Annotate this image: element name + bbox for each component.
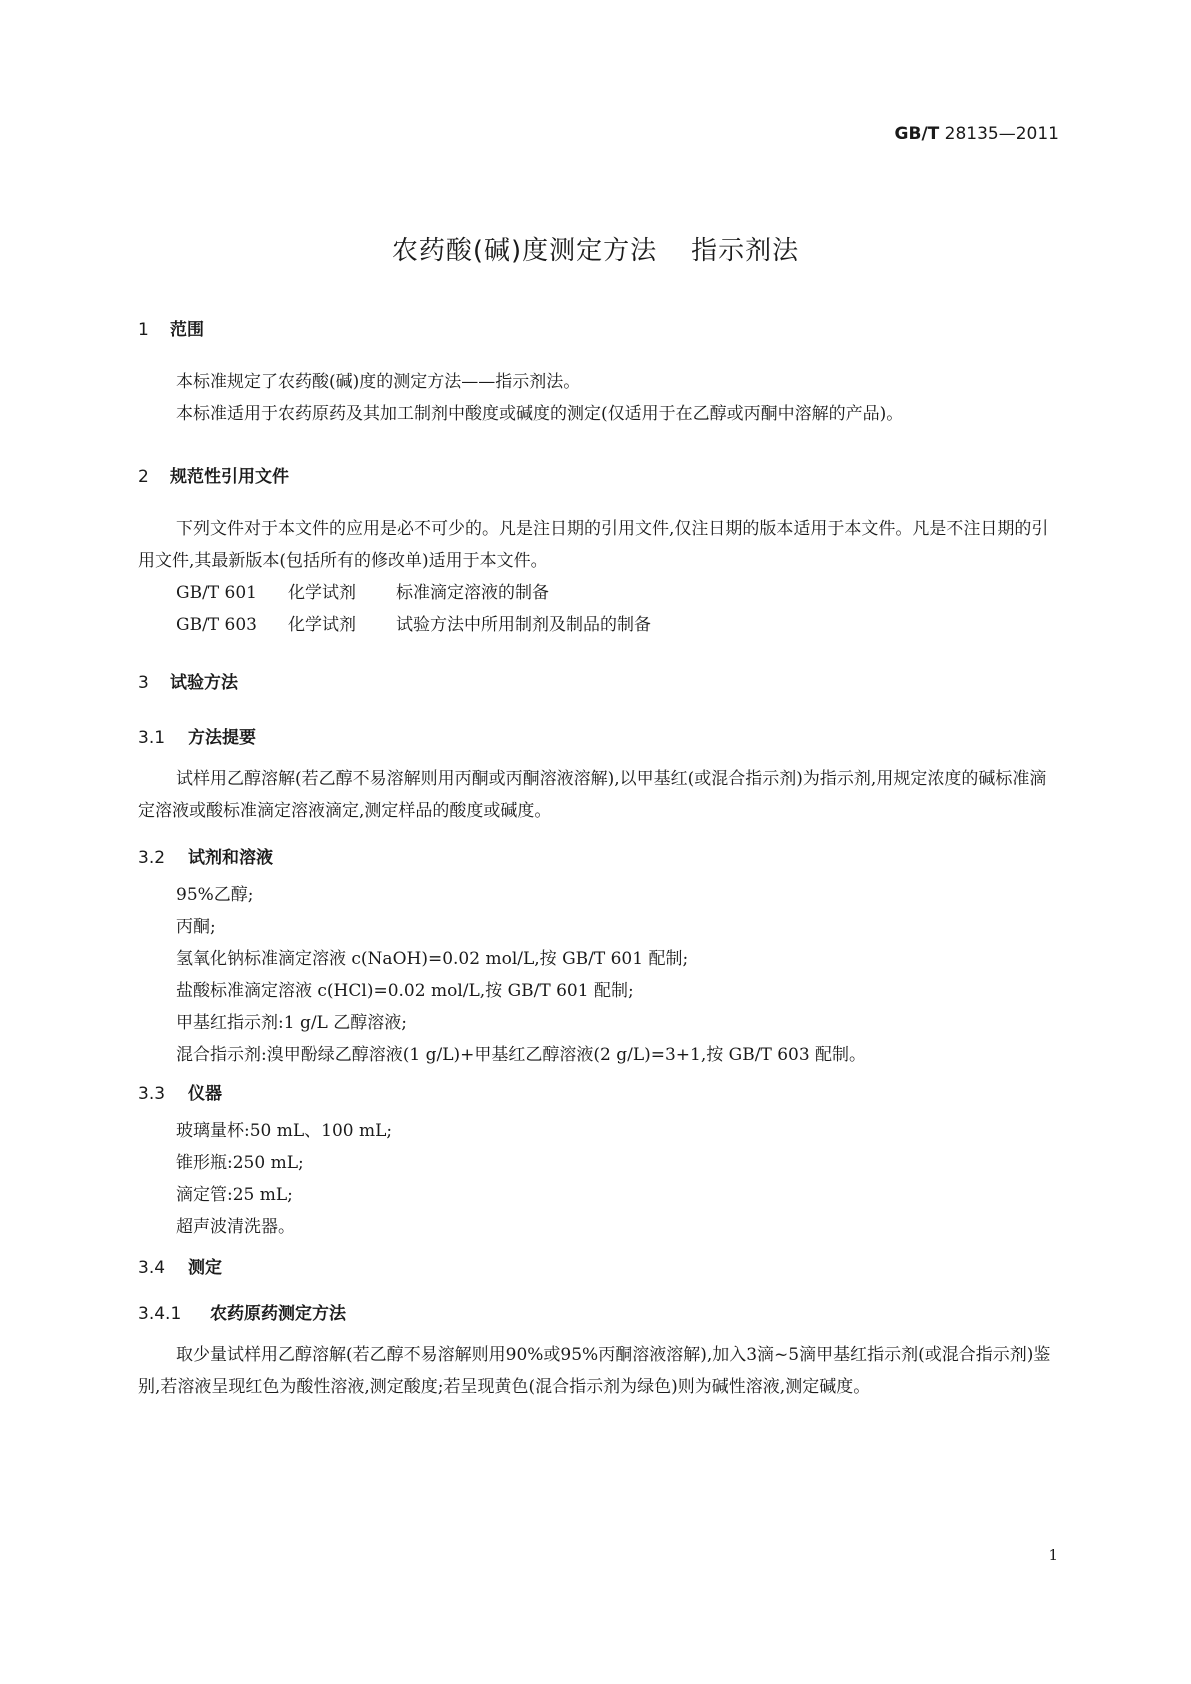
section-3-heading xyxy=(138,668,238,693)
reference-code: GB/T 603 xyxy=(176,615,257,635)
section-3-3-heading xyxy=(138,1079,222,1104)
apparatus-item: 滴定管:25 mL; xyxy=(176,1185,293,1205)
section-title: 农药原药测定方法 xyxy=(210,1304,346,1324)
section-title: 试剂和溶液 xyxy=(188,848,273,868)
reagent-item: 混合指示剂:溴甲酚绿乙醇溶液(1 g/L)+甲基红乙醇溶液(2 g/L)=3+1,按 GB/T 603 配制。 xyxy=(176,1045,867,1065)
section-2-intro: 下列文件对于本文件的应用是必不可少的。凡是注日期的引用文件,仅注日期的版本适用于本文件。凡是不注日期的引用文件,其最新版本(包括所有的修改单)适用于本文件。 xyxy=(138,519,1049,571)
section-number: 3.4 xyxy=(138,1258,166,1278)
reagent-item: 氢氧化钠标准滴定溶液 c(NaOH)=0.02 mol/L,按 GB/T 601 配制; xyxy=(176,949,689,969)
section-number: 3.1 xyxy=(138,728,166,748)
section-number: 3.4.1 xyxy=(138,1304,182,1324)
section-number: 3.2 xyxy=(138,848,166,868)
section-3-1-para: 试样用乙醇溶解(若乙醇不易溶解则用丙酮或丙酮溶液溶解),以甲基红(或混合指示剂)为指示剂,用规定浓度的碱标准滴定溶液或酸标准滴定溶液滴定,测定样品的酸度或碱度。 xyxy=(138,769,1047,821)
reference-title: 试验方法中所用制剂及制品的制备 xyxy=(396,615,651,635)
section-title: 测定 xyxy=(188,1258,222,1278)
section-title: 范围 xyxy=(170,320,204,340)
apparatus-item: 锥形瓶:250 mL; xyxy=(176,1153,304,1173)
section-number: 3 xyxy=(138,673,149,693)
section-1-heading xyxy=(138,315,204,340)
section-3-2-heading xyxy=(138,843,273,868)
standard-number xyxy=(895,124,1059,144)
section-3-4-1-para: 取少量试样用乙醇溶解(若乙醇不易溶解则用90%或95%丙酮溶液溶解),加入3滴~5滴甲基红指示剂(或混合指示剂)鉴别,若溶液呈现红色为酸性溶液,测定酸度;若呈现黄色(混合指示剂为绿色)则为碱性溶液,测定碱度。 xyxy=(138,1345,1051,1397)
section-3-4-1-heading xyxy=(138,1299,346,1324)
section-title: 试验方法 xyxy=(170,673,238,693)
apparatus-item: 超声波清洗器。 xyxy=(176,1217,295,1237)
section-3-4-heading xyxy=(138,1253,222,1278)
section-2-heading xyxy=(138,462,289,487)
section-title: 规范性引用文件 xyxy=(170,467,289,487)
page-number: 1 xyxy=(1048,1546,1058,1564)
reagent-item: 甲基红指示剂:1 g/L 乙醇溶液; xyxy=(176,1013,407,1033)
reference-code: GB/T 601 xyxy=(176,583,257,603)
section-title: 仪器 xyxy=(188,1084,222,1104)
title-sub: 指示剂法 xyxy=(691,236,800,266)
section-number: 1 xyxy=(138,320,149,340)
section-1-para-2: 本标准适用于农药原药及其加工制剂中酸度或碱度的测定(仅适用于在乙醇或丙酮中溶解的产品)。 xyxy=(176,404,904,424)
standard-code: 28135—2011 xyxy=(944,124,1059,144)
title-main: 农药酸(碱)度测定方法 xyxy=(391,236,658,266)
document-title xyxy=(0,230,1191,267)
section-number: 3.3 xyxy=(138,1084,166,1104)
reagent-item: 95%乙醇; xyxy=(176,885,254,905)
section-number: 2 xyxy=(138,467,149,487)
standard-prefix: GB/T xyxy=(894,124,940,144)
reference-item xyxy=(176,609,651,641)
section-1-para-1: 本标准规定了农药酸(碱)度的测定方法——指示剂法。 xyxy=(176,372,581,392)
reference-item xyxy=(176,577,549,609)
reference-org: 化学试剂 xyxy=(288,583,356,603)
reference-title: 标准滴定溶液的制备 xyxy=(396,583,549,603)
apparatus-item: 玻璃量杯:50 mL、100 mL; xyxy=(176,1121,393,1141)
reagent-item: 丙酮; xyxy=(176,917,216,937)
section-title: 方法提要 xyxy=(188,728,256,748)
section-3-1-heading xyxy=(138,723,256,748)
reagent-item: 盐酸标准滴定溶液 c(HCl)=0.02 mol/L,按 GB/T 601 配制; xyxy=(176,981,634,1001)
reference-org: 化学试剂 xyxy=(288,615,356,635)
